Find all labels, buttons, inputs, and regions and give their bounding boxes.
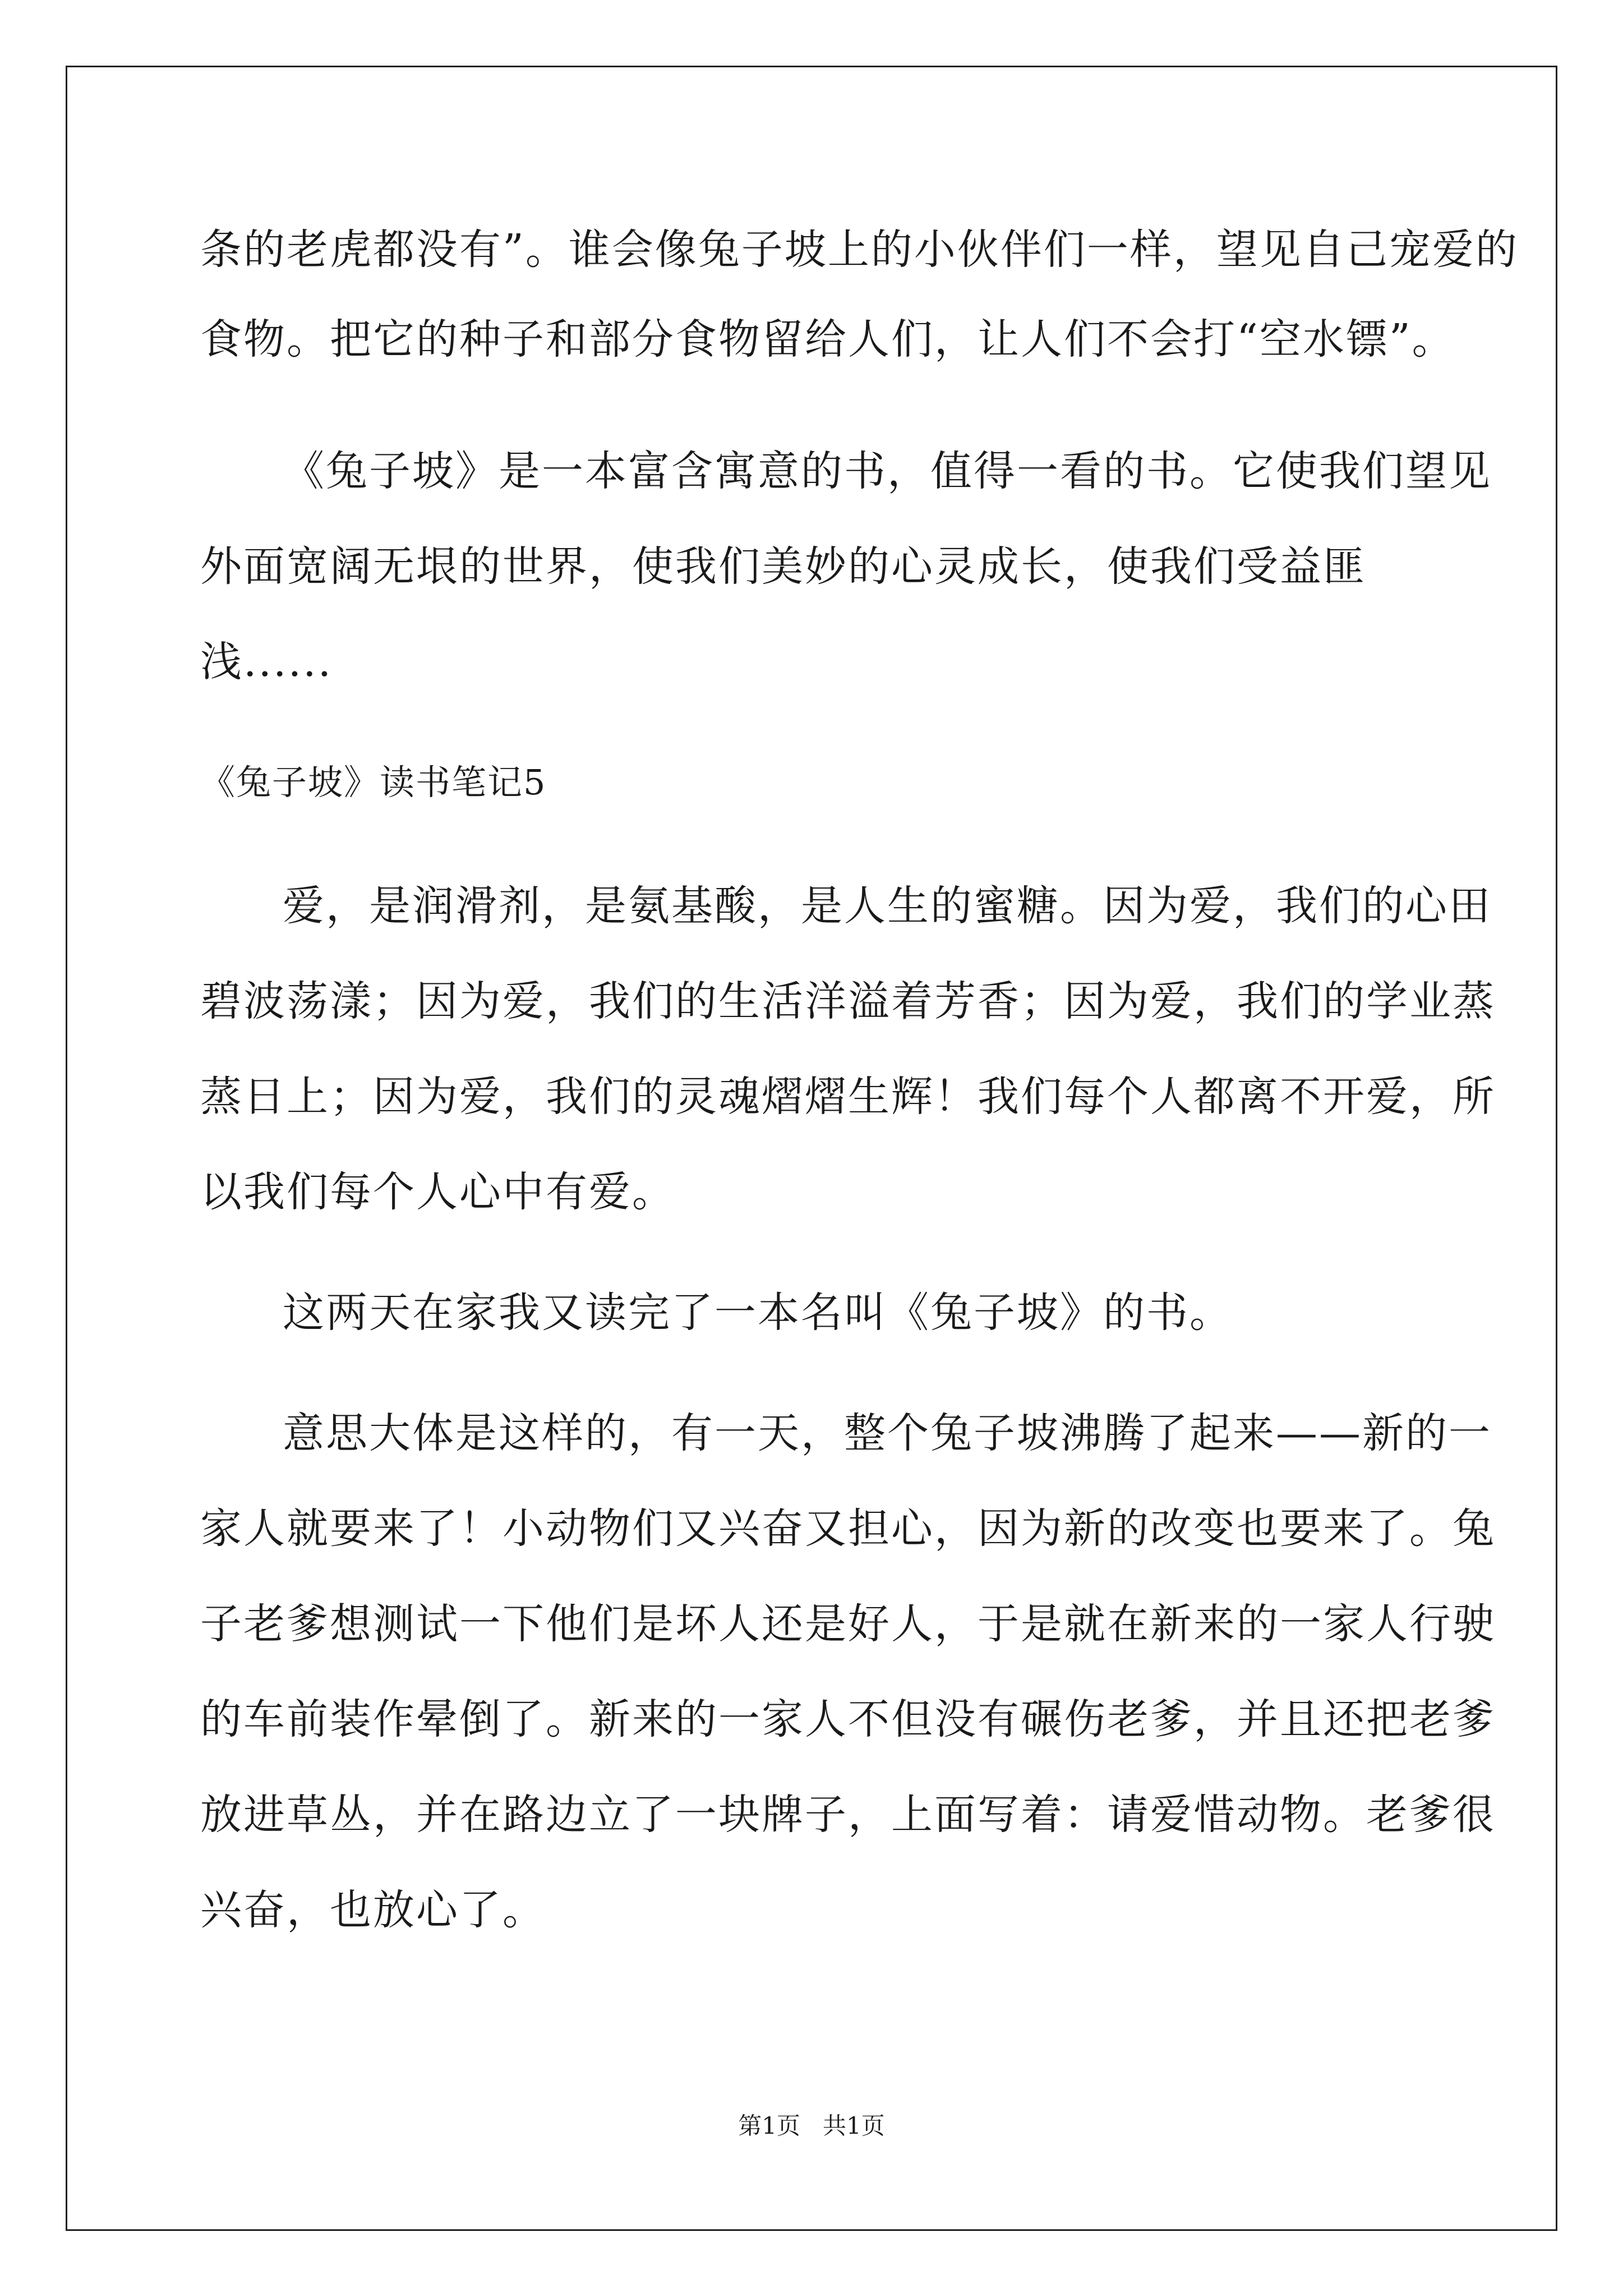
text-line: 蒸日上；因为爱，我们的灵魂熠熠生辉！我们每个人都离不开爱，所	[200, 1073, 1496, 1121]
text-line: 家人就要来了！小动物们又兴奋又担心，因为新的改变也要来了。兔	[200, 1504, 1496, 1553]
text-line: 这两天在家我又读完了一本名叫《兔子坡》的书。	[283, 1289, 1233, 1337]
section-heading: 《兔子坡》读书笔记5	[200, 762, 547, 803]
text-line: 浅......	[200, 638, 333, 686]
text-line: 《兔子坡》是一本富含寓意的书，值得一看的书。它使我们望见	[283, 447, 1492, 495]
text-line: 意思大体是这样的，有一天，整个兔子坡沸腾了起来——新的一	[283, 1409, 1492, 1457]
text-line: 碧波荡漾；因为爱，我们的生活洋溢着芳香；因为爱，我们的学业蒸	[200, 977, 1496, 1025]
text-line: 食物。把它的种子和部分食物留给人们，让人们不会打“空水镖”。	[200, 315, 1455, 364]
page-number-footer: 第1页 共1页	[738, 2112, 885, 2139]
text-line: 的车前装作晕倒了。新来的一家人不但没有碾伤老爹，并且还把老爹	[200, 1695, 1496, 1743]
text-line: 外面宽阔无垠的世界，使我们美妙的心灵成长，使我们受益匪	[200, 542, 1366, 591]
text-line: 放进草丛，并在路边立了一块牌子，上面写着：请爱惜动物。老爹很	[200, 1791, 1496, 1839]
text-line: 爱，是润滑剂，是氨基酸，是人生的蜜糖。因为爱，我们的心田	[283, 882, 1492, 930]
text-line: 条的老虎都没有”。谁会像兔子坡上的小伙伴们一样，望见自己宠爱的	[200, 226, 1519, 274]
text-line: 子老爹想测试一下他们是坏人还是好人，于是就在新来的一家人行驶	[200, 1600, 1496, 1648]
text-line: 以我们每个人心中有爱。	[200, 1168, 675, 1216]
text-line: 兴奋，也放心了。	[200, 1886, 546, 1934]
